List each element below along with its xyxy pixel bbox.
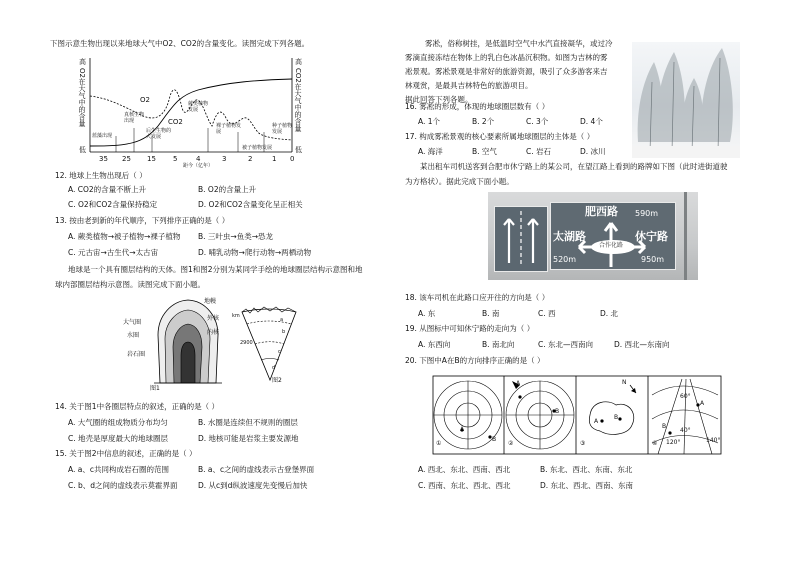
fig2-label-a: a bbox=[280, 317, 284, 323]
intro-taxi-line1: 某出租车司机送客到合肥市休宁路上的某公司，在望江路上看到的路牌如下图（此时进街道驶 bbox=[420, 162, 728, 171]
panel-4-deg120: 120° bbox=[666, 439, 681, 446]
q18-stem: 18. 该车司机在此路口应开往的方向是（ ） bbox=[405, 293, 550, 302]
q16-stem: 16. 雾凇的形成，体现的地球圈层数有（ ） bbox=[405, 102, 550, 111]
sign-dist-left: 520m bbox=[553, 255, 577, 264]
x-tick-35: 35 bbox=[99, 155, 108, 163]
panel-3-point-a: A bbox=[594, 418, 599, 425]
fig2-label-b: b bbox=[282, 329, 286, 335]
right-axis-bottom: 低 bbox=[295, 146, 302, 154]
q15-stem: 15. 关于图2中信息的叙述，正确的是（ ） bbox=[55, 449, 197, 458]
event-label-5: 裸子植物发展 bbox=[216, 123, 242, 135]
q20-stem: 20. 下图中A在B的方向排序正确的是（ ） bbox=[405, 356, 545, 365]
panel-4-point-a: A bbox=[700, 400, 705, 407]
intro-rime-line4: 林观赏，是最具吉林特色的旅游项目。 bbox=[405, 81, 533, 90]
q18-option-b[interactable]: B. 南 bbox=[482, 309, 500, 318]
q17-option-b[interactable]: B. 空气 bbox=[472, 147, 497, 156]
fig1-label-c: 岩石圈 bbox=[127, 351, 146, 358]
left-axis-bottom: 低 bbox=[79, 146, 86, 154]
panel-2-point-b: B bbox=[555, 408, 560, 415]
sign-road-top: 肥西路 bbox=[585, 205, 618, 218]
panel-4-deg40: 40° bbox=[680, 427, 691, 434]
q13-option-b[interactable]: B. 三叶虫→鱼类→恐龙 bbox=[198, 232, 273, 241]
panel-1-number: ① bbox=[436, 440, 442, 447]
intro-structure-line2: 球内部圈层结构示意图。读图完成下面小题。 bbox=[55, 280, 205, 289]
q15-option-a[interactable]: A. a、c共同构成岩石圈的范围 bbox=[68, 465, 169, 474]
panel-4-deg60: 60° bbox=[680, 393, 691, 400]
x-tick-25: 25 bbox=[122, 155, 131, 163]
left-axis-label: O2在大气中的含量 bbox=[78, 68, 87, 127]
q20-option-b[interactable]: B. 东北、西北、东南、东北 bbox=[540, 465, 633, 474]
sign-road-left: 太湖路 bbox=[553, 230, 586, 243]
x-axis-label: 距今（亿年） bbox=[183, 163, 214, 169]
q16-option-a[interactable]: A. 1个 bbox=[418, 117, 441, 126]
o2-label: O2 bbox=[140, 96, 150, 104]
q14-stem: 14. 关于图1中各圈层特点的叙述，正确的是（ ） bbox=[55, 402, 219, 411]
q14-option-b[interactable]: B. 水圈是连续但不规则的圈层 bbox=[198, 418, 298, 427]
q12-option-b[interactable]: B. O2的含量上升 bbox=[198, 185, 257, 194]
q19-option-b[interactable]: B. 南北向 bbox=[482, 340, 515, 349]
intro-taxi-line2: 为方格状）。据此完成下面小题。 bbox=[405, 177, 514, 186]
q19-option-c[interactable]: C. 东北—西南向 bbox=[538, 340, 594, 349]
q20-option-a[interactable]: A. 西北、东北、西南、西北 bbox=[418, 465, 511, 474]
fig1-caption: 图1 bbox=[150, 385, 160, 392]
x-tick-4: 4 bbox=[196, 155, 201, 163]
q13-option-a[interactable]: A. 蕨类植物→被子植物→裸子植物 bbox=[68, 232, 181, 241]
q17-option-a[interactable]: A. 海洋 bbox=[418, 147, 443, 156]
intro-structure-line1: 地球是一个具有圈层结构的天体。图1和图2分别为某同学手绘的地球圈层结构示意图和地 bbox=[68, 265, 363, 274]
q18-option-a[interactable]: A. 东 bbox=[418, 309, 436, 318]
x-tick-3: 3 bbox=[222, 155, 227, 163]
q18-option-c[interactable]: C. 西 bbox=[538, 309, 556, 318]
sign-pole bbox=[684, 192, 687, 280]
intro-rime-line1: 雾凇，俗称树挂，是低温时空气中水汽直接凝华，或过冷 bbox=[425, 39, 613, 48]
q12-stem: 12. 地球上生物出现后（ ） bbox=[55, 171, 147, 180]
x-tick-2: 2 bbox=[248, 155, 253, 163]
sign-center-road: 合作化路 bbox=[599, 242, 624, 249]
intro-rime-line2: 雾滴直接冻结在物体上的乳白色冰晶沉积物。如图为吉林的雾 bbox=[405, 53, 608, 62]
panel-1-point-a: A bbox=[460, 426, 465, 433]
panel-4-deg140: 140° bbox=[706, 437, 721, 444]
intro-rime-line5: 据此回答下列各题。 bbox=[405, 95, 473, 104]
q16-option-d[interactable]: D. 4个 bbox=[580, 117, 603, 126]
direction-sign bbox=[550, 202, 676, 270]
q20-option-d[interactable]: D. 东北、西北、西南、东南 bbox=[540, 481, 634, 490]
right-axis-label: CO2在大气中的含量 bbox=[294, 68, 303, 132]
q12-option-d[interactable]: D. O2和CO2含量变化呈正相关 bbox=[198, 200, 303, 209]
fig1-label-d: 地幔 bbox=[204, 298, 217, 305]
intro-rime-line3: 凇景观。雾凇景观是非常好的旅游资源，吸引了众多游客来吉 bbox=[405, 67, 608, 76]
intro-chart-question: 下图示意生物出现以来地球大气中O2、CO2的含量变化。读图完成下列各题。 bbox=[50, 39, 310, 48]
q17-stem: 17. 构成雾凇景观的核心要素所属地球圈层的主体是（ ） bbox=[405, 132, 595, 141]
q19-option-d[interactable]: D. 西北—东南向 bbox=[614, 340, 670, 349]
fig2-label-km: km bbox=[232, 313, 240, 319]
road-sign-photo bbox=[488, 192, 698, 280]
fig1-label-e: 外核 bbox=[207, 315, 220, 322]
q15-option-b[interactable]: B. a、c之间的虚线表示古登堡界面 bbox=[198, 465, 315, 474]
q13-stem: 13. 按由老到新的年代顺序，下列排序正确的是（ ） bbox=[55, 216, 230, 225]
panel-3-point-b: B bbox=[614, 414, 619, 421]
fig2-label-d: d bbox=[272, 365, 276, 371]
q14-option-c[interactable]: C. 地壳是厚度最大的地球圈层 bbox=[68, 434, 169, 443]
panel-1-point-b: B bbox=[492, 436, 497, 443]
panel-2-point-a: A bbox=[516, 380, 521, 387]
fig2-label-c: c bbox=[278, 349, 281, 355]
q15-option-c[interactable]: C. b、d之间的虚线表示莫霍界面 bbox=[68, 481, 178, 490]
q20-option-c[interactable]: C. 西南、东北、西北、西北 bbox=[418, 481, 511, 490]
event-label-7: 种子植物发展 bbox=[272, 123, 293, 135]
sign-dist-top: 590m bbox=[635, 209, 659, 218]
q19-stem: 19. 从图标中可知休宁路的走向为（ ） bbox=[405, 324, 535, 333]
panel-3-north: N bbox=[622, 379, 627, 386]
q19-option-a[interactable]: A. 东西向 bbox=[418, 340, 451, 349]
q17-option-d[interactable]: D. 冰川 bbox=[580, 147, 606, 156]
left-axis-top: 高 bbox=[79, 58, 86, 66]
q16-option-c[interactable]: C. 3个 bbox=[526, 117, 549, 126]
fig1-label-b: 水圈 bbox=[127, 332, 140, 339]
fig2-caption: 图2 bbox=[272, 377, 282, 384]
panel-4-point-b: B bbox=[662, 423, 667, 430]
q15-option-d[interactable]: D. 从c到d纵波速度先变慢后加快 bbox=[198, 481, 308, 490]
event-label-6: 被子植物发展 bbox=[242, 145, 273, 151]
x-tick-1: 1 bbox=[272, 155, 277, 163]
fig1-label-a: 大气圈 bbox=[123, 319, 142, 326]
x-tick-5: 5 bbox=[173, 155, 178, 163]
sign-road-right: 休宁路 bbox=[635, 230, 668, 243]
sign-dist-right: 950m bbox=[641, 255, 665, 264]
panel-4-number: ④ bbox=[652, 440, 658, 447]
q12-option-c[interactable]: C. O2和CO2含量保持稳定 bbox=[68, 200, 158, 209]
q14-option-a[interactable]: A. 大气圈的组成物质分布均匀 bbox=[68, 418, 168, 427]
q14-option-d[interactable]: D. 地核可能是岩浆主要发源地 bbox=[198, 434, 299, 443]
panel-2-number: ② bbox=[508, 440, 514, 447]
event-label-4: 蕨类植物发展 bbox=[188, 101, 209, 113]
x-tick-15: 15 bbox=[147, 155, 156, 163]
q16-option-b[interactable]: B. 2个 bbox=[472, 117, 495, 126]
right-axis-top: 高 bbox=[295, 58, 302, 66]
fig1-label-f: 内核 bbox=[207, 329, 220, 336]
event-label-1: 蓝藻出现 bbox=[92, 133, 113, 139]
co2-curve bbox=[90, 90, 292, 140]
earth-layers-drawing bbox=[150, 295, 225, 387]
q13-option-c[interactable]: C. 元古宙→古生代→太古宙 bbox=[68, 248, 159, 257]
fig2-label-2900: 2900 bbox=[240, 340, 253, 346]
lane-sign bbox=[494, 206, 548, 272]
event-label-3: 后生生物的大发展 bbox=[146, 128, 172, 140]
co2-label: CO2 bbox=[168, 118, 183, 126]
q18-option-d[interactable]: D. 北 bbox=[600, 309, 619, 318]
rime-trees-image bbox=[632, 42, 740, 158]
lane-arrows-icon bbox=[495, 207, 547, 271]
q12-option-a[interactable]: A. CO2的含量不断上升 bbox=[68, 185, 147, 194]
event-label-2: 真核生物出现 bbox=[124, 112, 145, 124]
q17-option-c[interactable]: C. 岩石 bbox=[526, 147, 552, 156]
rime-photo bbox=[632, 42, 740, 158]
panel-3-number: ③ bbox=[580, 440, 586, 447]
x-tick-0: 0 bbox=[290, 155, 295, 163]
q13-option-d[interactable]: D. 哺乳动物→爬行动物→两栖动物 bbox=[198, 248, 312, 257]
